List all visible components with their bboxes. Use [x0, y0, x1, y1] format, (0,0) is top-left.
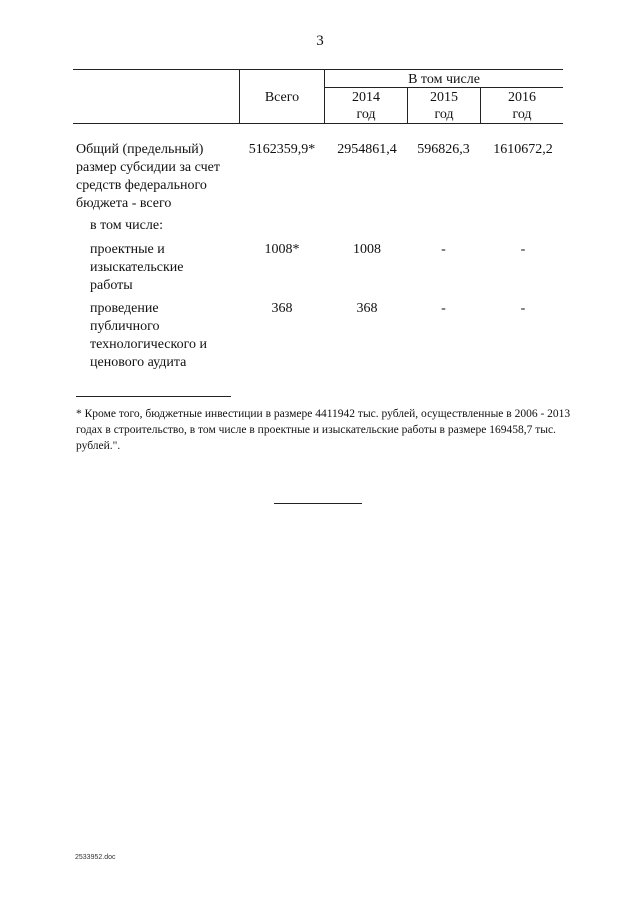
- row-label-design-survey: проектные и изыскательские работы: [90, 242, 184, 293]
- row-label-total-subsidy: Общий (предельный) размер субсидии за счет средств федерального бюджета - всего: [76, 142, 220, 211]
- row-design-survey-2016: -: [520, 242, 526, 257]
- file-name: 2533952.doc: [75, 854, 116, 861]
- row-public-audit-2015: -: [441, 301, 446, 316]
- header-year-2014-label: 2014: [352, 90, 380, 105]
- header-including: В том числе: [408, 72, 480, 87]
- row-design-survey-2015: -: [441, 242, 446, 257]
- table-top-rule: [73, 69, 563, 70]
- header-year-2014: [325, 89, 407, 123]
- page-number: 3: [316, 33, 324, 49]
- table-header-bottom-rule: [73, 123, 563, 124]
- row-design-survey-2014: 1008: [353, 242, 381, 257]
- end-rule: [274, 503, 362, 504]
- row-public-audit-total: 368: [271, 301, 293, 316]
- header-year-2016-label: 2016: [508, 90, 536, 105]
- header-year-2016: [481, 89, 563, 123]
- row-total-subsidy-total: 5162359,9*: [248, 142, 316, 157]
- header-year-2016-unit: год: [512, 107, 532, 122]
- row-total-subsidy-2016: 1610672,2: [493, 142, 553, 157]
- row-label-including: в том числе:: [90, 218, 163, 233]
- row-total-subsidy-2015: 596826,3: [417, 142, 470, 157]
- row-public-audit-2016: -: [520, 301, 526, 316]
- row-total-subsidy-2014: 2954861,4: [337, 142, 397, 157]
- header-year-2015-label: 2015: [430, 90, 458, 105]
- footnote-text: * Кроме того, бюджетные инвестиции в размере 4411942 тыс. рублей, осуществленные в 2006 - 2013 годах в строительство, в том числе в проектные и изыскательские работы в размере 169458,7 тыс. рублей.".: [76, 408, 571, 452]
- row-label-public-audit: проведение публичного технологического и ценового аудита: [90, 301, 207, 370]
- header-total: Всего: [264, 90, 300, 105]
- header-year-2014-unit: год: [356, 107, 376, 122]
- footnote-separator: [76, 396, 231, 397]
- header-year-2015: [408, 89, 480, 123]
- row-public-audit-2014: 368: [356, 301, 378, 316]
- row-design-survey-total: 1008*: [264, 242, 300, 257]
- header-year-2015-unit: год: [434, 107, 454, 122]
